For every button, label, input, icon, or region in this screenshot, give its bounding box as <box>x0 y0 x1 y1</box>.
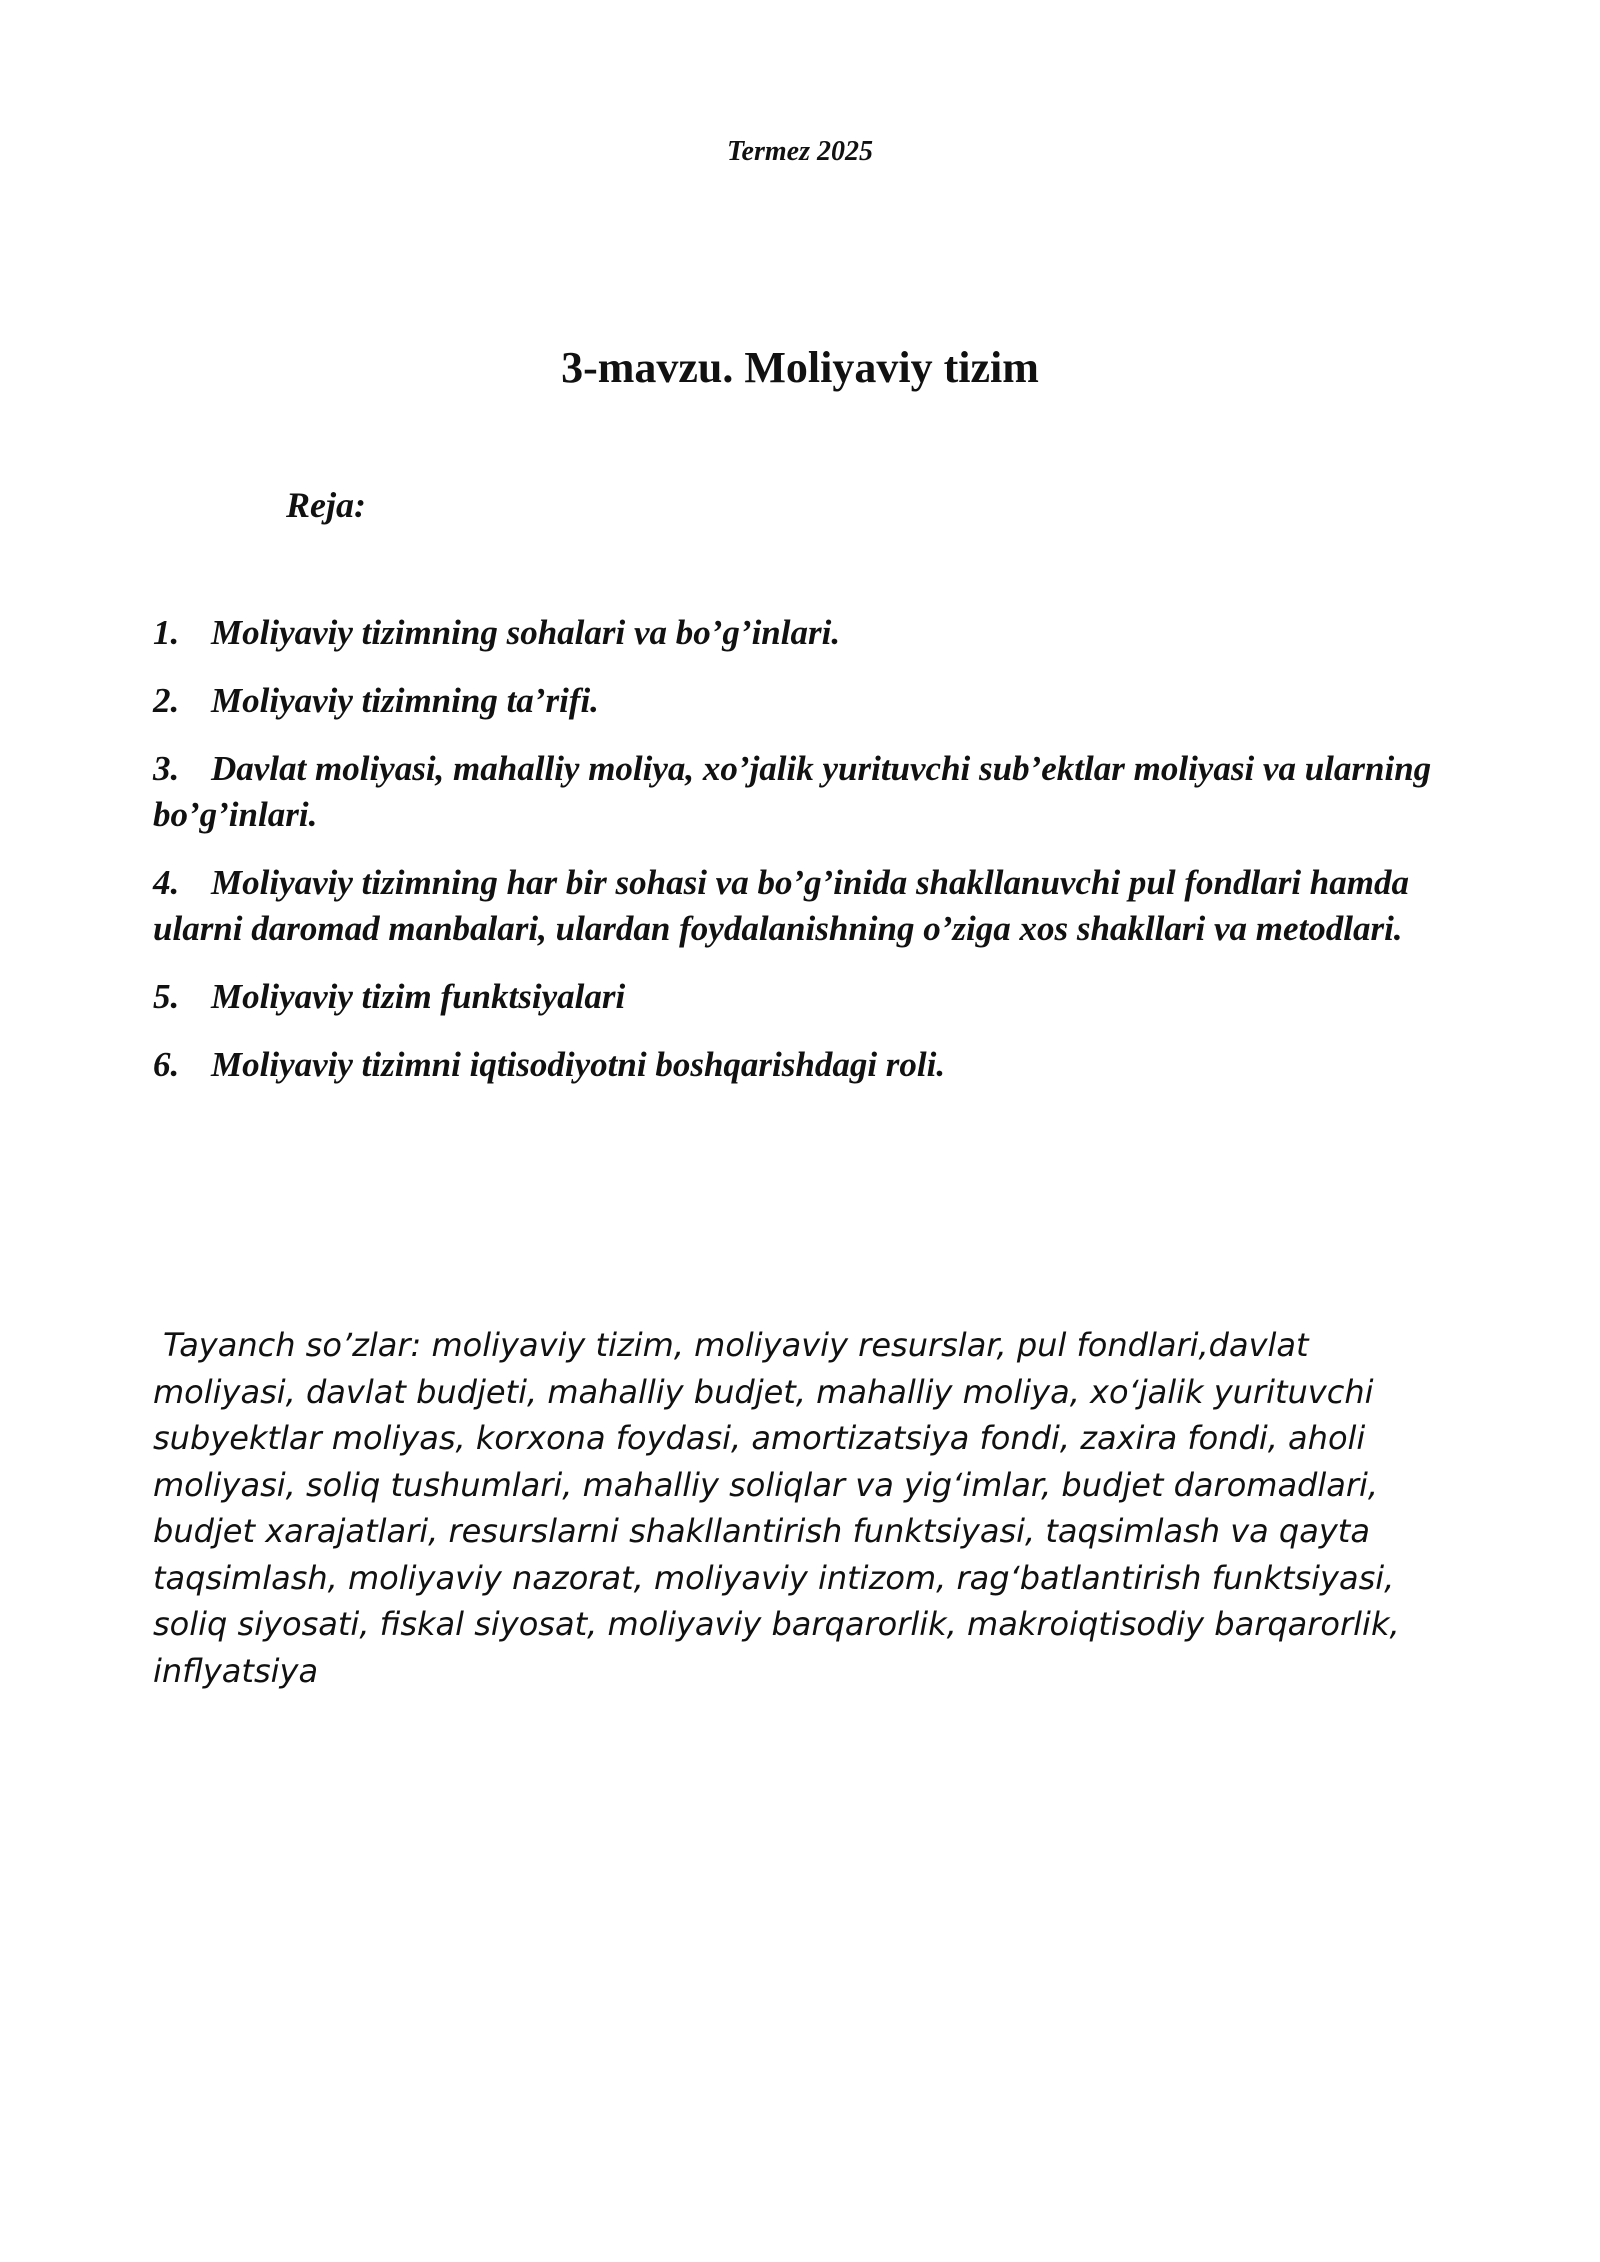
plan-item-number: 5. <box>153 977 180 1016</box>
plan-item-text: Moliyaviy tizimning har bir sohasi va bo’g’inida shakllanuvchi pul fondlari hamda ularni daromad manbalari, ulardan foydalanishning o’ziga xos shakllari va metodlari. <box>153 863 1409 948</box>
place-year: Termez 2025 <box>727 136 873 167</box>
plan-item <box>153 678 1453 724</box>
keywords-paragraph: Tayanch so’zlar: moliyaviy tizim, moliyaviy resurslar, pul fondlari,davlat moliyasi, davlat budjeti, mahalliy budjet, mahalliy moliya, xo‘jalik yurituvchi subyektlar moliyas, korxona foydasi, amortizatsiya fondi, zaxira fondi, aholi moliyasi, soliq tushumlari, mahalliy soliqlar va yig‘imlar, budjet daromadlari, budjet xarajatlari, resurslarni shakllantirish funktsiyasi, taqsimlash va qayta taqsimlash, moliyaviy nazorat, moliyaviy intizom, rag‘batlantirish funktsiyasi, soliq siyosati, fiskal siyosat, moliyaviy barqarorlik, makroiqtisodiy barqarorlik, inflyatsiya <box>153 1326 1400 1690</box>
plan-item-number: 1. <box>153 613 180 652</box>
plan-item <box>153 746 1453 838</box>
plan-item-text: Moliyaviy tizimning ta’rifi. <box>211 681 599 720</box>
plan-item-text: Moliyaviy tizimni iqtisodiyotni boshqarishdagi roli. <box>211 1045 946 1084</box>
plan-item-number: 2. <box>153 681 180 720</box>
plan-item-number: 4. <box>153 863 180 902</box>
plan-item-number: 6. <box>153 1045 180 1084</box>
plan-item-text: Moliyaviy tizim funktsiyalari <box>211 977 626 1016</box>
plan-item <box>153 1042 1453 1088</box>
plan-item <box>153 610 1453 656</box>
page-title: 3-mavzu. Moliyaviy tizim <box>561 343 1039 392</box>
plan-item <box>153 974 1453 1020</box>
plan-item-text: Davlat moliyasi, mahalliy moliya, xo’jalik yurituvchi sub’ektlar moliyasi va ularning bo’g’inlari. <box>153 749 1432 834</box>
plan-list <box>153 610 1453 1110</box>
plan-label: Reja: <box>286 485 366 525</box>
plan-item-text: Moliyaviy tizimning sohalari va bo’g’inlari. <box>211 613 841 652</box>
plan-item <box>153 860 1453 952</box>
plan-item-number: 3. <box>153 749 180 788</box>
